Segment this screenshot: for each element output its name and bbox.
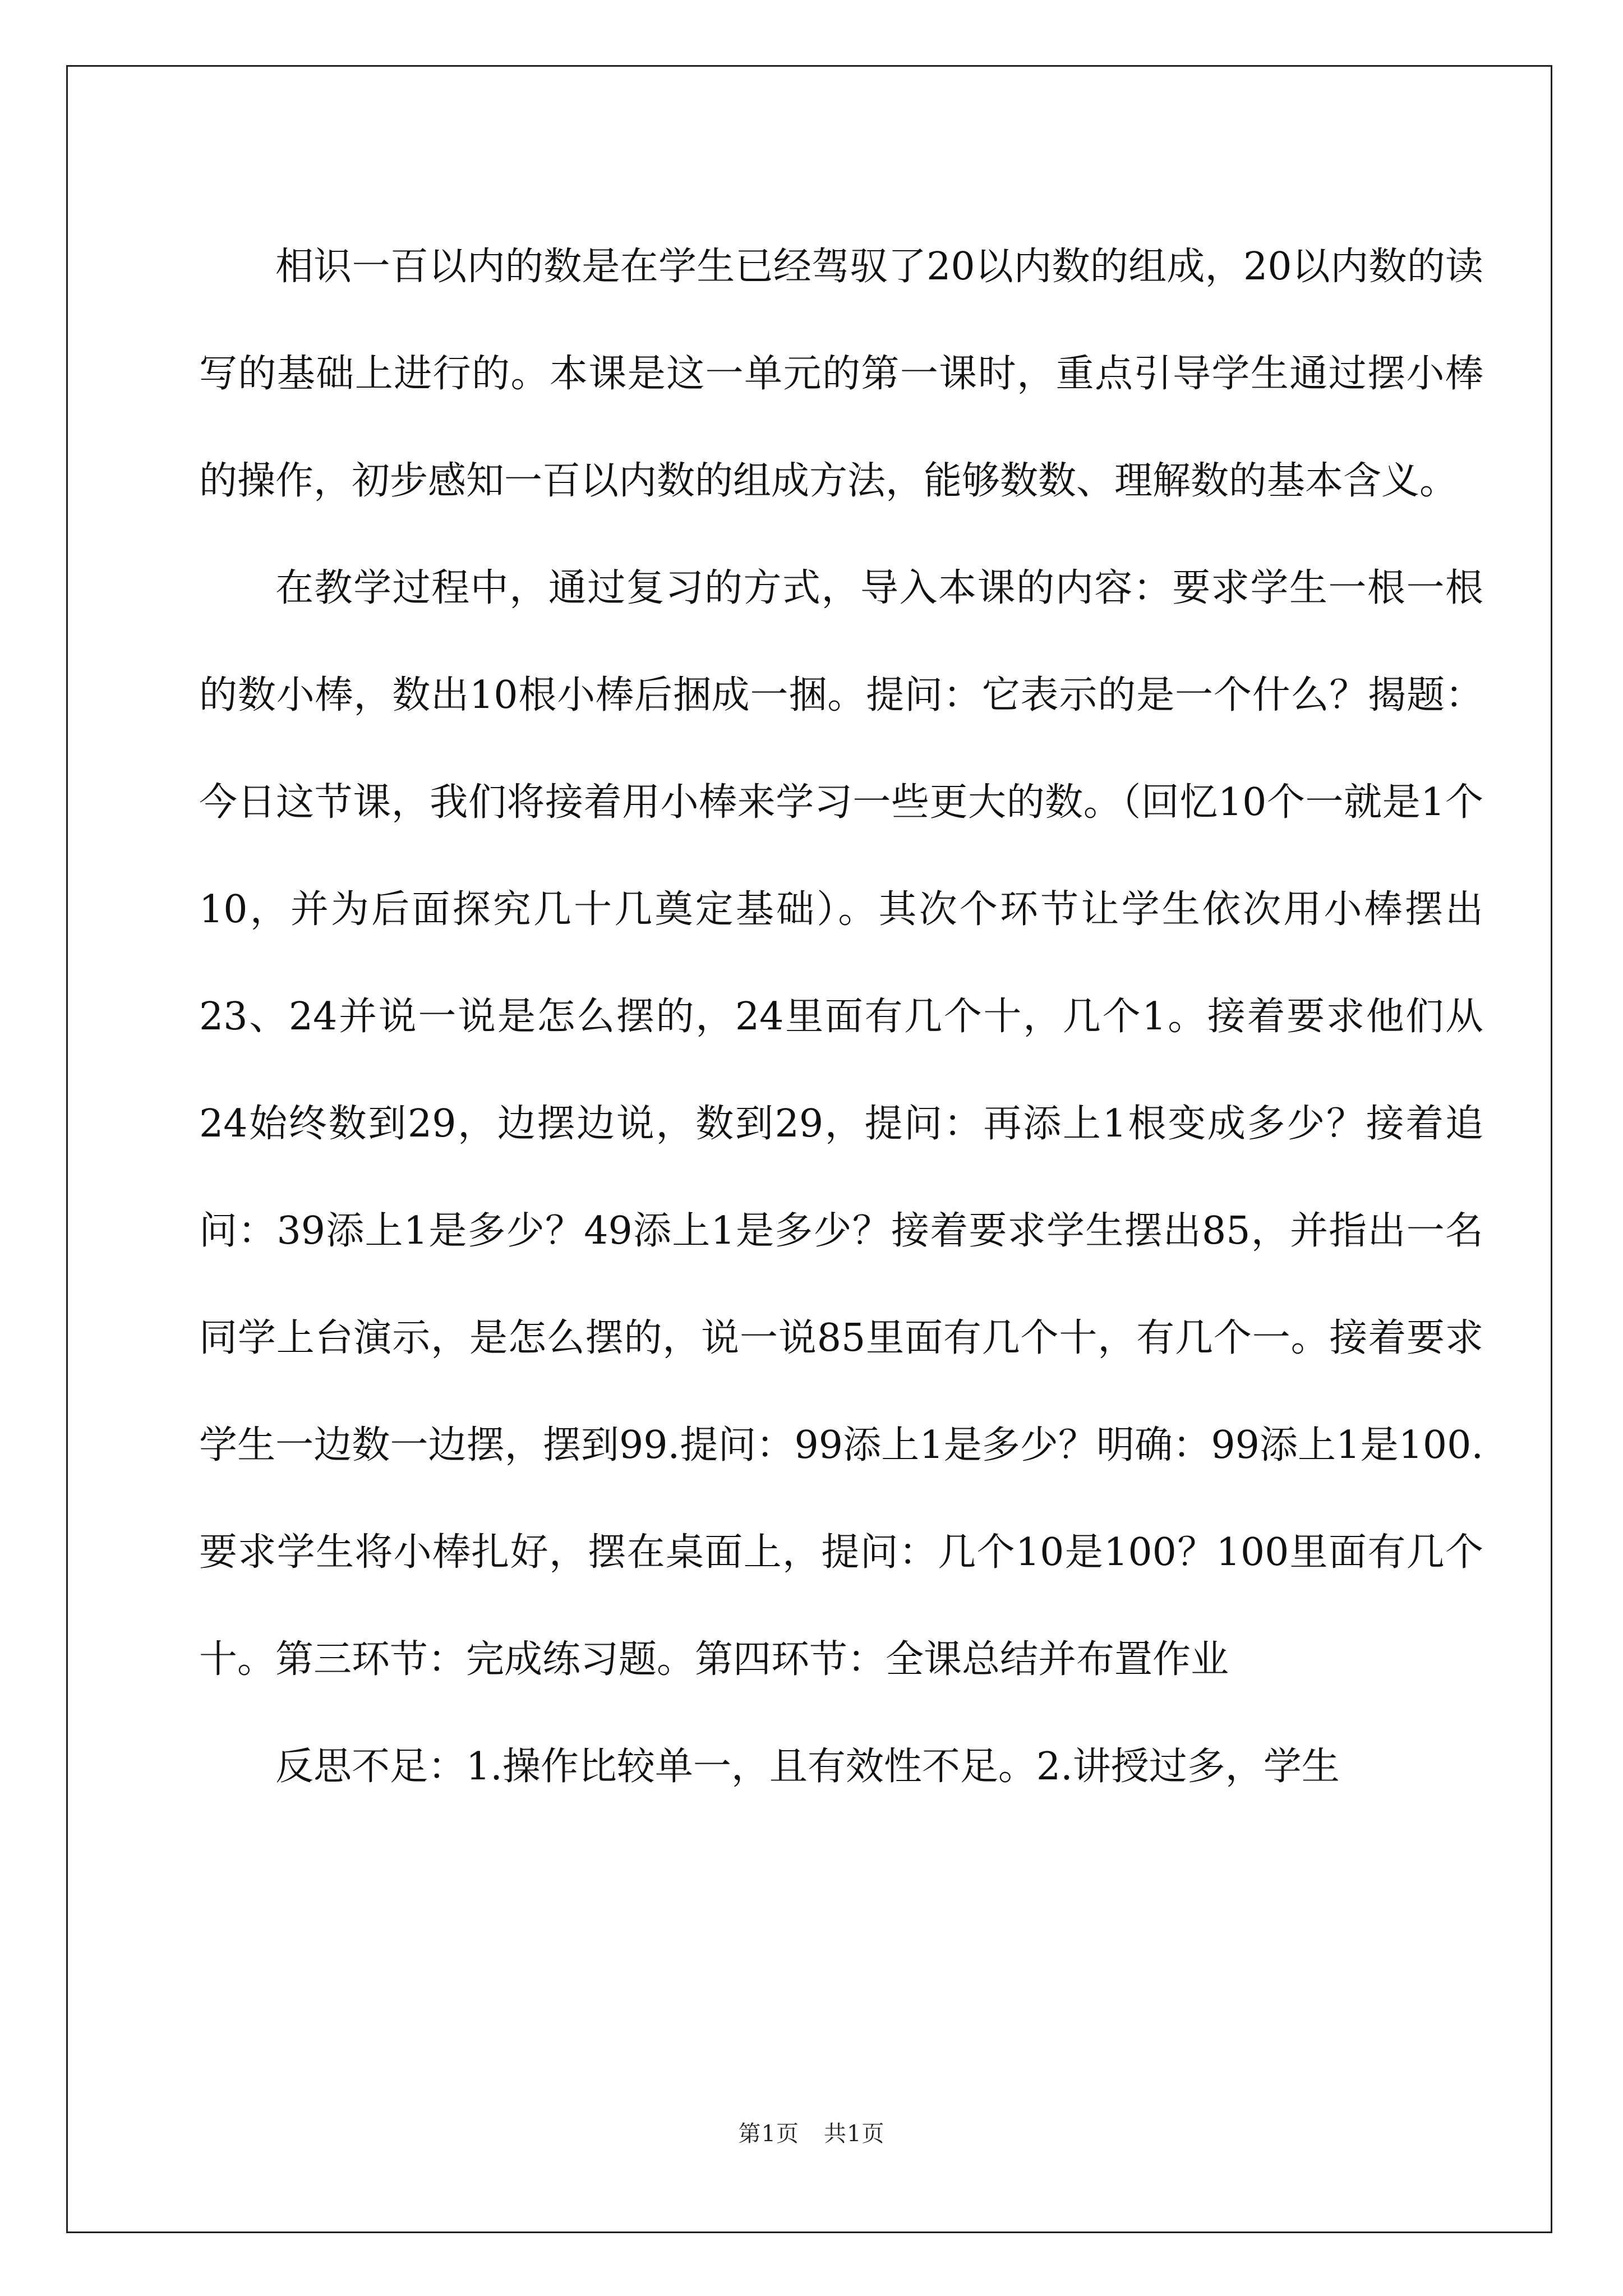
page-number-current: 第1页 xyxy=(738,2121,799,2147)
paragraph-3: 反思不足：1.操作比较单一，且有效性不足。2.讲授过多，学生 xyxy=(275,1745,1340,1789)
page-number-total: 共1页 xyxy=(824,2121,885,2147)
paragraph-1: 相识一百以内的数是在学生已经驾驭了20以内数的组成，20以内数的读写的基础上进行的。本课是这一单元的第一课时，重点引导学生通过摆小棒的操作，初步感知一百以内数的组成方法，能够数数、理解数的基本含义。 xyxy=(199,245,1483,503)
page-footer xyxy=(0,2116,1623,2148)
document-body xyxy=(199,213,1483,1820)
paragraph-2: 在教学过程中，通过复习的方式，导入本课的内容：要求学生一根一根的数小棒，数出10根小棒后捆成一捆。提问：它表示的是一个什么？揭题：今日这节课，我们将接着用小棒来学习一些更大的数。（回忆10个一就是1个10，并为后面探究几十几奠定基础）。其次个环节让学生依次用小棒摆出23、24并说一说是怎么摆的，24里面有几个十，几个1。接着要求他们从24始终数到29，边摆边说，数到29，提问：再添上1根变成多少？接着追问：39添上1是多少？49添上1是多少？接着要求学生摆出85，并指出一名同学上台演示，是怎么摆的，说一说85里面有几个十，有几个一。接着要求学生一边数一边摆，摆到99.提问：99添上1是多少？明确：99添上1是100.要求学生将小棒扎好，摆在桌面上，提问：几个10是100？100里面有几个十。第三环节：完成练习题。第四环节：全课总结并布置作业 xyxy=(199,566,1483,1682)
